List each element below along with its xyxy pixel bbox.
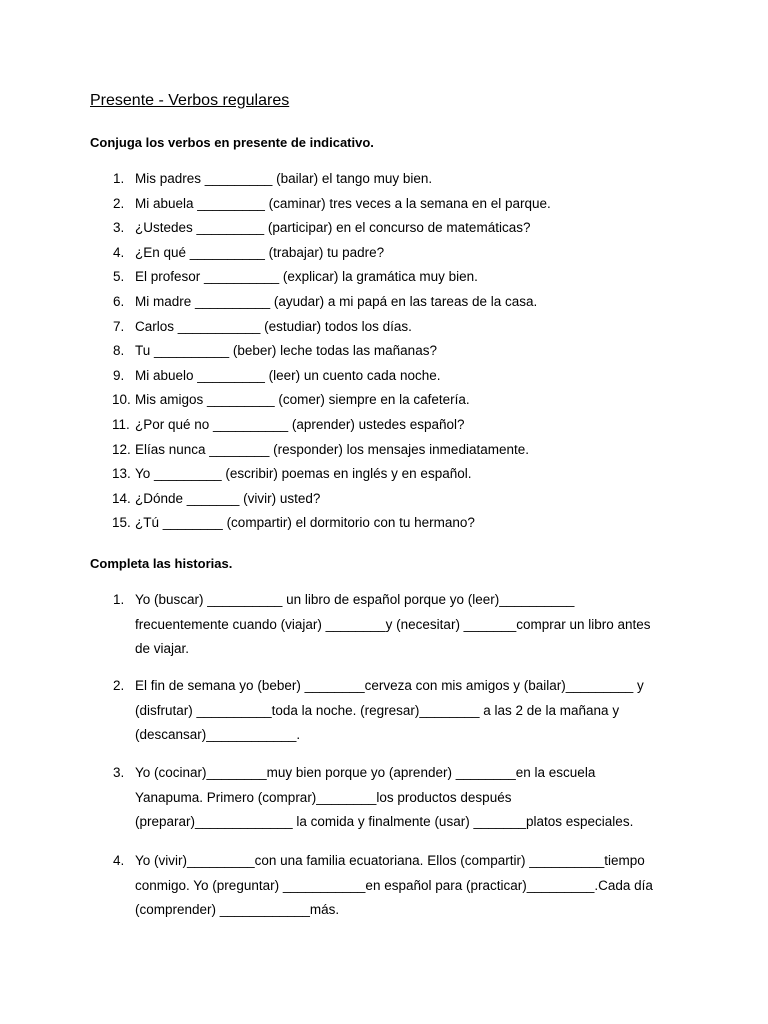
- story-line: Yo (buscar) __________ un libro de español porque yo (leer)__________: [135, 592, 575, 607]
- item-text: Mi madre __________ (ayudar) a mi papá en las tareas de la casa.: [135, 293, 538, 309]
- item-number: 11.: [112, 416, 130, 432]
- item-number: 10.: [112, 392, 131, 408]
- item-text: ¿Por qué no __________ (aprender) ustedes español?: [135, 416, 465, 432]
- item-number: 4.: [113, 244, 125, 260]
- item-number: 2.: [113, 195, 125, 211]
- item-number: 15.: [112, 515, 131, 531]
- story-number: 3.: [113, 765, 125, 780]
- story-line: (disfrutar) __________toda la noche. (regresar)________ a las 2 de la mañana y: [135, 702, 620, 718]
- item-number: 3.: [113, 220, 125, 236]
- story-text: [135, 588, 695, 662]
- item-text: Yo _________ (escribir) poemas en inglés y en español.: [135, 466, 472, 482]
- story-text: [135, 849, 695, 923]
- item-text: ¿Dónde _______ (vivir) usted?: [135, 490, 321, 506]
- item-number: 5.: [113, 269, 125, 285]
- item-text: ¿Ustedes _________ (participar) en el concurso de matemáticas?: [135, 220, 531, 236]
- story-line: (descansar)____________.: [135, 727, 301, 742]
- story-line: Yanapuma. Primero (comprar)________los productos después: [135, 789, 512, 805]
- story-line: frecuentemente cuando (viajar) ________y (necesitar) _______comprar un libro antes: [135, 616, 651, 632]
- item-number: 8.: [113, 343, 125, 359]
- item-number: 13.: [112, 466, 131, 482]
- item-text: Mis amigos _________ (comer) siempre en la cafetería.: [135, 392, 470, 408]
- item-number: 14.: [112, 490, 131, 506]
- item-text: Mi abuelo _________ (leer) un cuento cada noche.: [135, 367, 441, 383]
- story-line: conmigo. Yo (preguntar) ___________en español para (practicar)_________.Cada día: [135, 877, 653, 893]
- item-text: Elías nunca ________ (responder) los mensajes inmediatamente.: [135, 441, 529, 457]
- section1-instruction: Conjuga los verbos en presente de indicativo.: [90, 135, 374, 150]
- story-number: 4.: [113, 853, 125, 868]
- story-number: 1.: [113, 592, 125, 607]
- page-title: Presente - Verbos regulares: [90, 92, 290, 109]
- item-number: 1.: [113, 171, 125, 186]
- story-line: (preparar)_____________ la comida y finalmente (usar) _______platos especiales.: [135, 814, 634, 829]
- story-line: (comprender) ____________más.: [135, 902, 340, 917]
- section2-instruction: Completa las historias.: [90, 556, 233, 571]
- story-line: Yo (vivir)_________con una familia ecuatoriana. Ellos (compartir) __________tiempo: [135, 853, 645, 868]
- story-number: 2.: [113, 678, 125, 693]
- story-text: [135, 761, 695, 835]
- item-text: ¿Tú ________ (compartir) el dormitorio con tu hermano?: [135, 515, 475, 531]
- item-text: El profesor __________ (explicar) la gramática muy bien.: [135, 269, 478, 285]
- story-line: Yo (cocinar)________muy bien porque yo (aprender) ________en la escuela: [135, 765, 596, 780]
- item-text: Tu __________ (beber) leche todas las mañanas?: [135, 343, 437, 359]
- story-text: [135, 674, 695, 748]
- story-line: de viajar.: [135, 641, 190, 656]
- item-number: 9.: [113, 367, 125, 383]
- item-number: 7.: [113, 318, 125, 334]
- item-text: Mi abuela _________ (caminar) tres veces a la semana en el parque.: [135, 195, 551, 211]
- item-text: ¿En qué __________ (trabajar) tu padre?: [135, 244, 385, 260]
- item-text: Mis padres _________ (bailar) el tango muy bien.: [135, 171, 433, 186]
- item-number: 6.: [113, 293, 125, 309]
- item-number: 12.: [112, 441, 131, 457]
- item-text: Carlos ___________ (estudiar) todos los días.: [135, 318, 412, 334]
- story-line: El fin de semana yo (beber) ________cerveza con mis amigos y (bailar)_________ y: [135, 678, 644, 693]
